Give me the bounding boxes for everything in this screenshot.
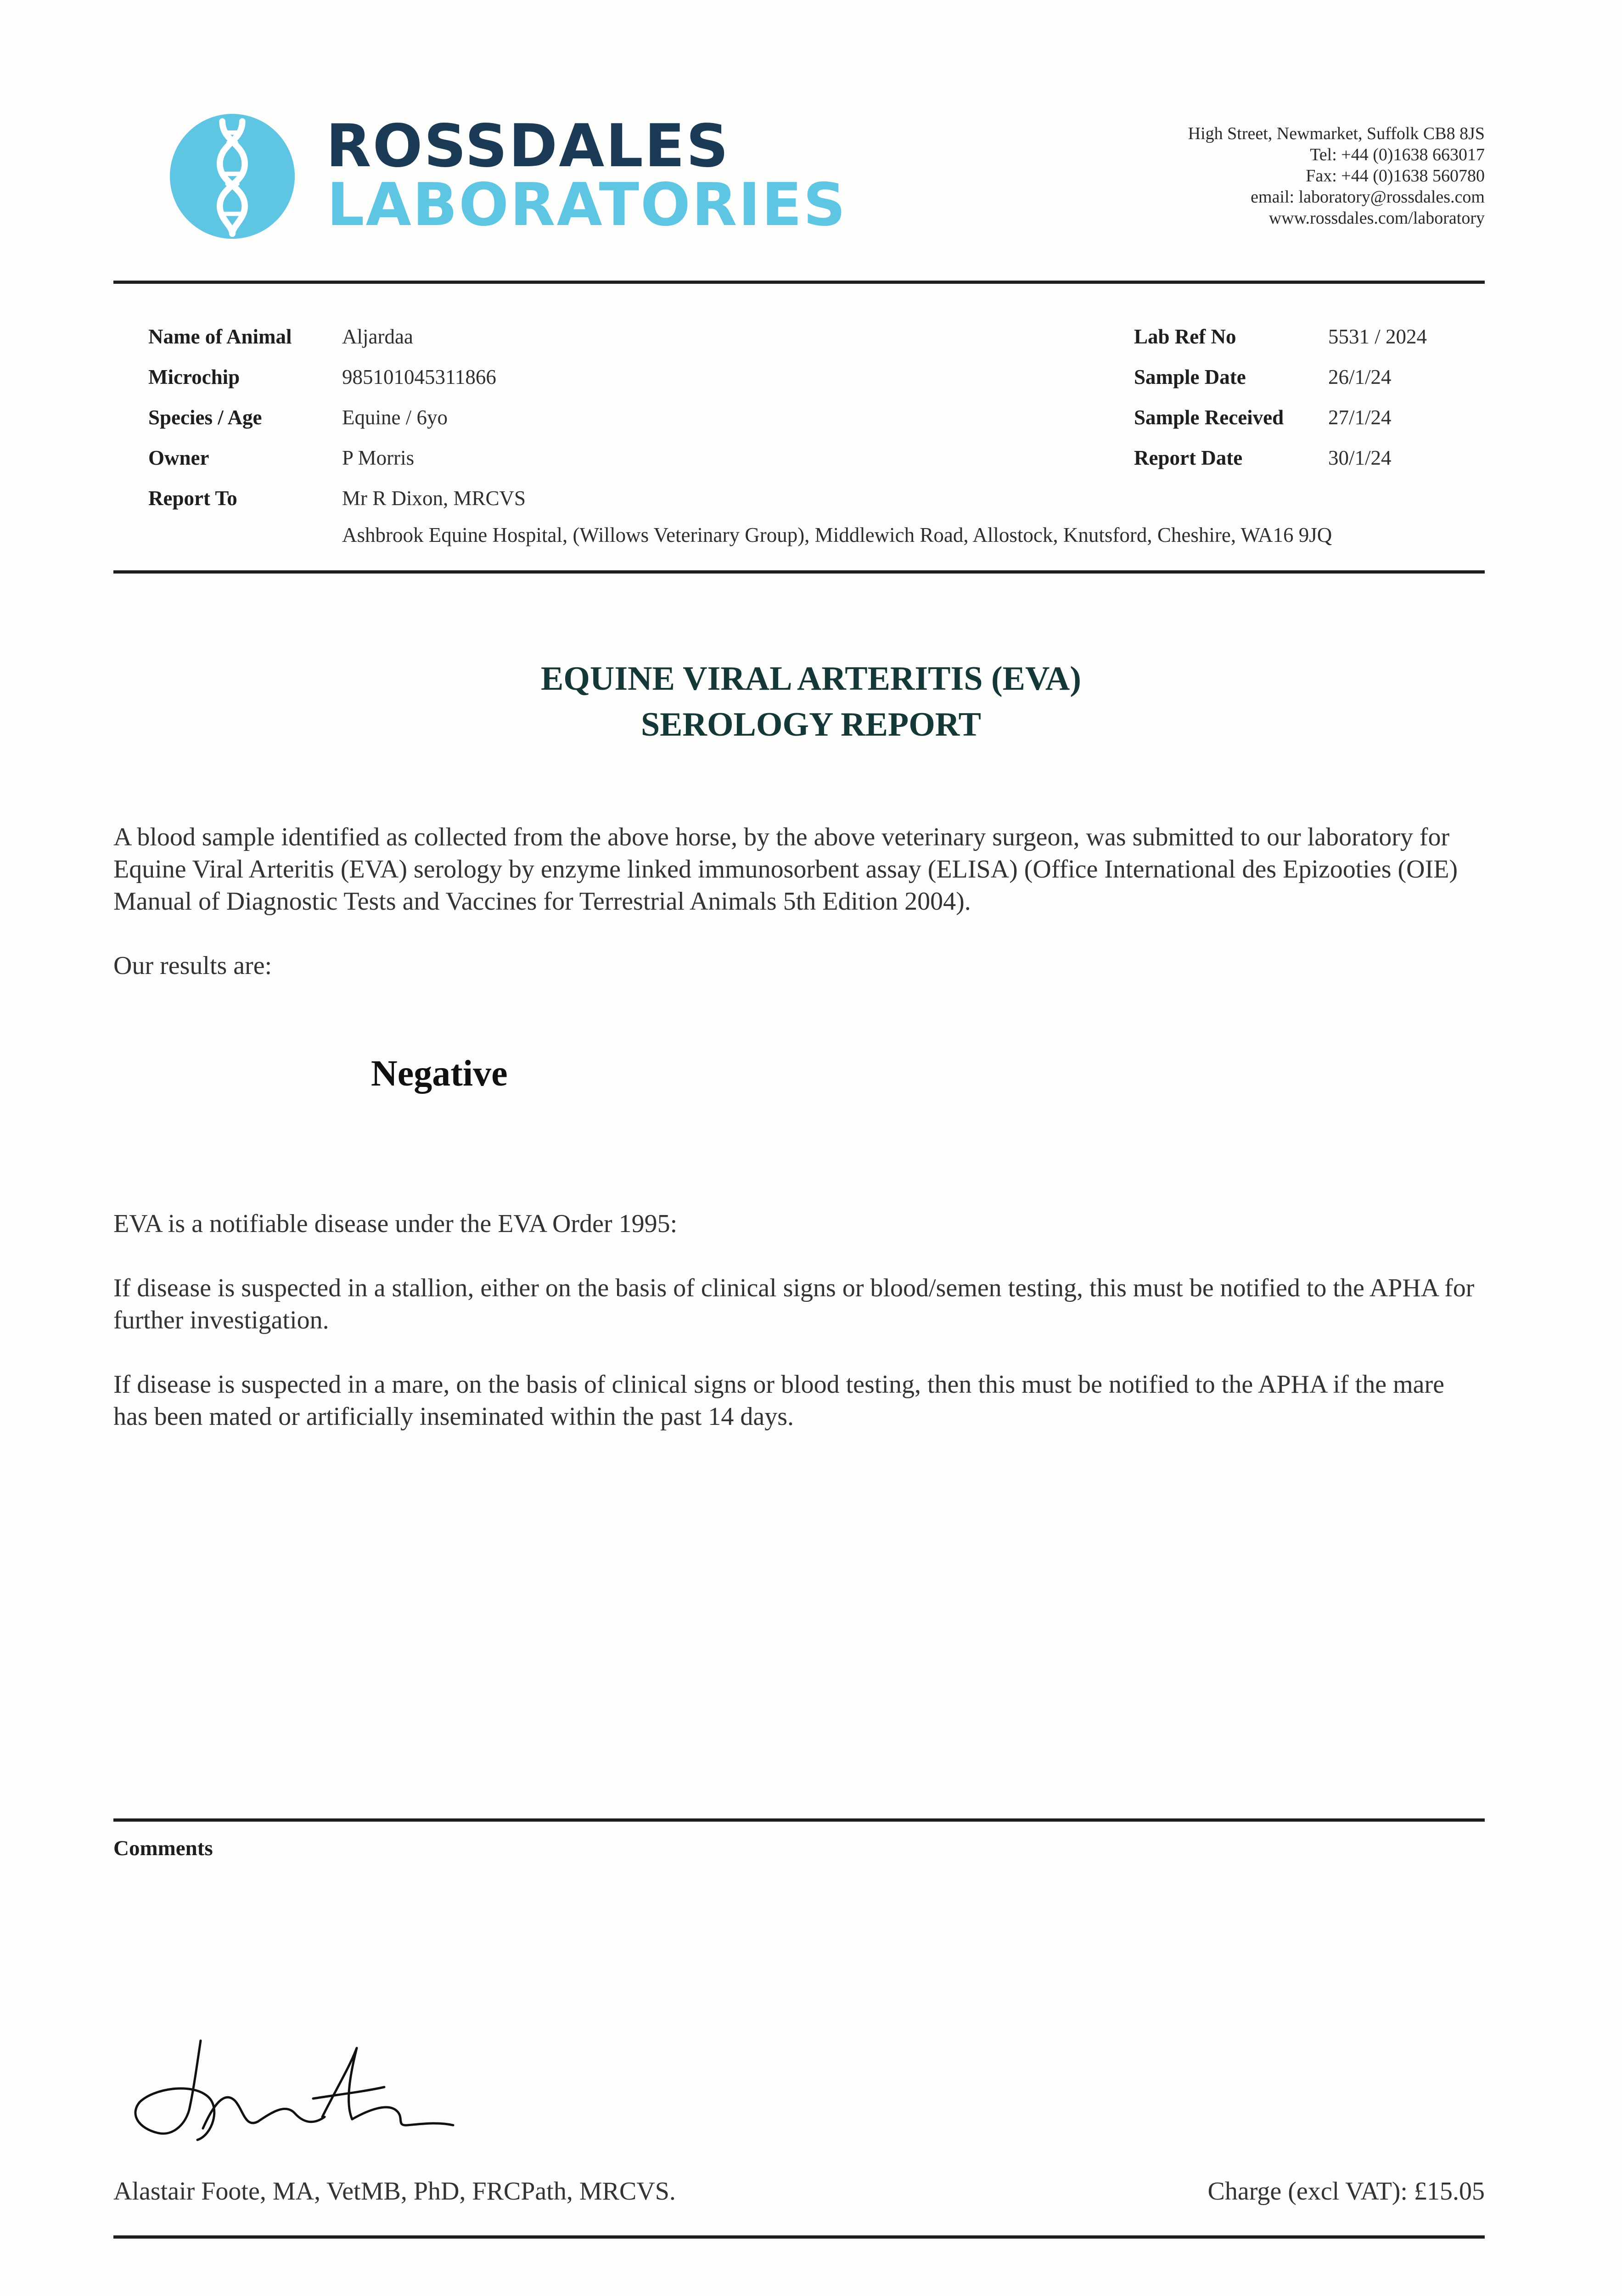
sample-date-label: Sample Date bbox=[1134, 366, 1246, 388]
sample-date-value: 26/1/24 bbox=[1328, 366, 1392, 388]
signature bbox=[120, 2034, 469, 2144]
results-intro: Our results are: bbox=[113, 951, 272, 980]
mare-note: If disease is suspected in a mare, on the basis of clinical signs or blood testing, then this must be notified to the APHA if the mare has been mated or artificially inseminated within the past 14 days. bbox=[113, 1370, 1445, 1431]
owner-value: P Morris bbox=[342, 446, 415, 469]
lab-address: High Street, Newmarket, Suffolk CB8 8JS bbox=[1188, 124, 1485, 143]
comments-divider bbox=[113, 1818, 1485, 1822]
report-to-value: Mr R Dixon, MRCVS bbox=[342, 487, 526, 510]
header-divider bbox=[113, 281, 1485, 284]
stallion-note: If disease is suspected in a stallion, either on the basis of clinical signs or blood/semen testing, this must be notified to the APHA for further investigation. bbox=[113, 1274, 1475, 1334]
sample-received-value: 27/1/24 bbox=[1328, 406, 1392, 429]
report-subtitle: SEROLOGY REPORT bbox=[641, 706, 981, 743]
microchip-label: Microchip bbox=[148, 366, 240, 388]
microchip-value: 985101045311866 bbox=[342, 366, 496, 388]
signatory-name: Alastair Foote, MA, VetMB, PhD, FRCPath, MRCVS. bbox=[113, 2177, 676, 2206]
report-date-label: Report Date bbox=[1134, 446, 1243, 469]
species-age-label: Species / Age bbox=[148, 406, 262, 429]
sample-received-label: Sample Received bbox=[1134, 406, 1284, 429]
report-to-label: Report To bbox=[148, 487, 237, 510]
test-result: Negative bbox=[371, 1053, 508, 1094]
report-title: EQUINE VIRAL ARTERITIS (EVA) bbox=[541, 660, 1081, 698]
intro-paragraph: A blood sample identified as collected from the above horse, by the above veterinary surgeon, was submitted to our laboratory for Equine Viral Arteritis (EVA) serology by enzyme linked immunosorbent assay (ELISA) (Office International des Epizooties (OIE) Manual of Diagnostic Tests and Vaccines for Terrestrial Animals 5th Edition 2004). bbox=[113, 823, 1458, 916]
animal-name-value: Aljardaa bbox=[342, 325, 413, 348]
lab-website[interactable]: www.rossdales.com/laboratory bbox=[1268, 208, 1485, 228]
brand-subname: LABORATORIES bbox=[327, 171, 847, 239]
animal-name-label: Name of Animal bbox=[148, 325, 292, 348]
notifiable-notice: EVA is a notifiable disease under the EVA Order 1995: bbox=[113, 1210, 678, 1238]
lab-contact-block bbox=[1188, 123, 1485, 229]
footer-divider bbox=[113, 2235, 1485, 2239]
brand-name: ROSSDALES bbox=[326, 112, 730, 180]
details-divider bbox=[113, 570, 1485, 574]
lab-tel: Tel: +44 (0)1638 663017 bbox=[1310, 145, 1485, 164]
report-date-value: 30/1/24 bbox=[1328, 446, 1392, 469]
lab-fax: Fax: +44 (0)1638 560780 bbox=[1306, 166, 1485, 186]
species-age-value: Equine / 6yo bbox=[342, 406, 448, 429]
report-to-address: Ashbrook Equine Hospital, (Willows Veterinary Group), Middlewich Road, Allostock, Knutsford, Cheshire, WA16 9JQ bbox=[342, 523, 1332, 546]
lab-email[interactable]: email: laboratory@rossdales.com bbox=[1251, 187, 1485, 207]
comments-label: Comments bbox=[113, 1836, 213, 1860]
lab-ref-label: Lab Ref No bbox=[1134, 325, 1236, 348]
owner-label: Owner bbox=[148, 446, 209, 469]
lab-ref-value: 5531 / 2024 bbox=[1328, 325, 1427, 348]
dna-helix-icon bbox=[170, 114, 295, 239]
charge-amount: Charge (excl VAT): £15.05 bbox=[1207, 2177, 1485, 2206]
